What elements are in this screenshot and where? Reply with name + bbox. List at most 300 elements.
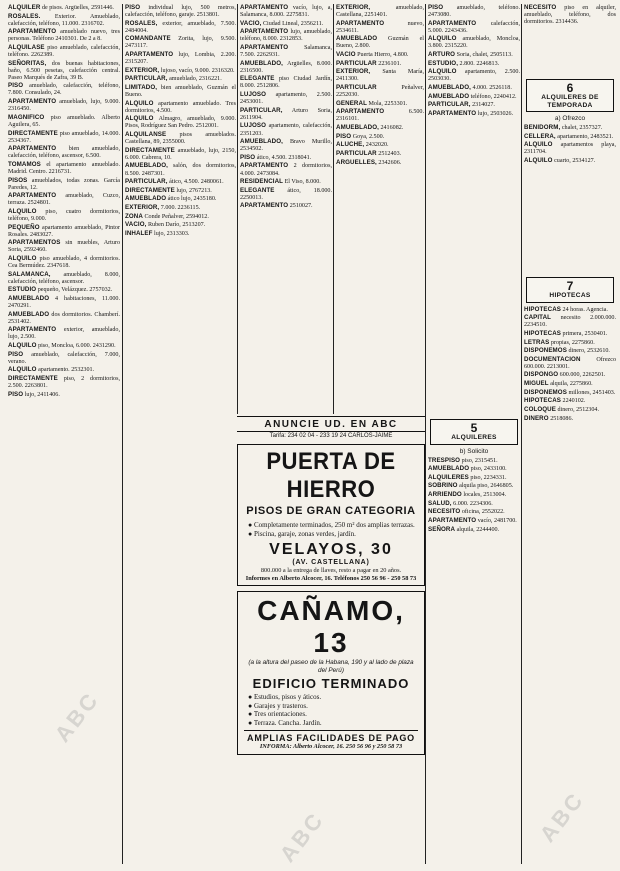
listing-text: dos dormitorios. Chamberí. 2531402. <box>8 311 120 325</box>
classified-listing <box>8 271 120 286</box>
classified-listing <box>524 389 616 397</box>
classified-listing <box>524 406 616 414</box>
listing-text: Zorita, lujo, 9.500. 2473117. <box>125 36 236 50</box>
listing-heading: NECESITO <box>428 508 461 516</box>
classified-listing <box>336 51 424 59</box>
listing-text: apartamento amueblado. Tres dormitorios, 4.500. <box>125 100 236 114</box>
listing-text: ático, 4.500. 2480061. <box>167 179 224 186</box>
classified-listing <box>125 67 236 75</box>
classified-listing <box>524 356 616 371</box>
listing-text: teléfono, 2240412. <box>469 93 517 100</box>
listing-heading: MAGNIFICO <box>8 113 45 121</box>
classified-listing <box>8 114 120 129</box>
listing-heading: EXTERIOR, <box>336 68 371 76</box>
classified-listing <box>125 100 236 115</box>
velayos-street: VELAYOS, 30 <box>269 541 393 559</box>
canamo-bullet: ● Estudios, pisos y áticos. <box>248 693 322 701</box>
listing-heading: DIRECTAMENTE <box>125 146 175 154</box>
listing-heading: AMUEBLADO, <box>336 124 379 132</box>
column-6-listings-top <box>524 4 616 76</box>
listing-text: apartamento, 2483521. <box>555 133 614 140</box>
listing-text: piso en alquiler, amueblado, teléfono, dos dormitorios. 2314436. <box>524 5 616 26</box>
listing-text: 2518086. <box>548 415 574 422</box>
canamo-bullet: ● Garajes y trasteros. <box>248 701 308 710</box>
classified-listing <box>428 110 520 118</box>
classified-listing <box>524 339 616 347</box>
classified-listing <box>8 208 120 223</box>
classified-listing <box>240 138 332 153</box>
listing-heading: PISO <box>336 132 352 140</box>
listing-text: Peñalver, 2252030. <box>336 85 424 99</box>
classified-listing <box>524 306 616 314</box>
classified-listing <box>524 380 616 388</box>
listing-text: amueblado, Castellana, 2251401. <box>336 5 424 19</box>
listing-heading: ALQUILO <box>8 366 37 374</box>
listing-text: amueblado, lujo, 2150, 6.000. Cabrera, 10. <box>125 147 236 161</box>
listing-heading: LUJOSO <box>240 91 267 99</box>
listing-heading: DOCUMENTACION <box>524 355 581 363</box>
classified-listing <box>8 177 120 192</box>
listing-heading: APARTAMENTO <box>336 19 385 27</box>
listing-heading: ALQUILO <box>8 342 37 350</box>
classified-listing <box>524 397 616 405</box>
classified-listing <box>125 20 236 35</box>
listing-text: necesito 2.000.000. 2234510. <box>524 315 616 329</box>
classified-listing <box>240 28 332 43</box>
classified-listing <box>336 4 424 19</box>
listing-heading: ALQUILERES <box>428 473 469 481</box>
classified-listing <box>336 108 424 123</box>
classified-listing <box>8 342 120 350</box>
listing-text: ático, 18.000. 2250013. <box>240 187 332 201</box>
listing-text: amueblado, Cuzco, terraza. 2524801. <box>8 193 120 207</box>
classified-listing <box>8 311 120 326</box>
listing-text: piso, cuatro dormitorios, teléfono, 9.000. <box>8 208 120 222</box>
listing-heading: APARTAMENTO <box>125 51 174 59</box>
listing-text: Almagro, amueblado, 9.000. Pisos, Rodríguez San Pedro. 2512001. <box>125 116 236 130</box>
listing-heading: ARTURO <box>428 51 456 59</box>
listing-text: amueblado, 2316221. <box>167 76 222 83</box>
listing-heading: PARTICULAR, <box>428 101 471 109</box>
classified-listing <box>428 20 520 35</box>
column-rule <box>333 4 334 414</box>
classified-listing <box>125 230 236 238</box>
listing-heading: ALQUILO <box>428 35 457 43</box>
classified-listing <box>428 526 520 534</box>
listing-heading: APARTAMENTO <box>240 4 289 11</box>
listing-heading: ALQUILASE <box>8 44 45 52</box>
listing-heading: PISO <box>8 390 24 398</box>
abc-watermark: ABC <box>49 686 105 747</box>
listing-text: El Viso, 8.000. <box>283 179 321 186</box>
classified-listing <box>8 161 120 176</box>
classified-listing <box>336 84 424 99</box>
classified-listing <box>336 150 424 158</box>
listing-heading: HIPOTECAS <box>524 397 561 405</box>
classified-listing <box>8 351 120 366</box>
section-title: ALQUILERES DE TEMPORADA <box>541 94 599 109</box>
classified-listing <box>8 28 120 43</box>
classified-listing <box>8 60 120 82</box>
listing-heading: ALQUILO <box>524 141 553 149</box>
classified-column-5 <box>428 4 520 864</box>
listing-heading: DIRECTAMENTE <box>8 375 58 383</box>
section-subtitle: a) Ofrezco <box>554 115 586 122</box>
listing-text: piso, Moncloa, 6.000. 2431290. <box>36 343 116 350</box>
classified-listing <box>524 330 616 338</box>
listing-text: Santa María, 2411300. <box>336 69 424 83</box>
classified-listing <box>125 51 236 66</box>
section-title: ALQUILERES <box>451 434 497 441</box>
listing-text: ático lujo, 2435180. <box>166 196 217 203</box>
classified-listing <box>524 4 616 26</box>
listing-heading: CAPITAL <box>524 314 552 322</box>
listing-heading: ROSALES. <box>8 12 41 20</box>
classified-listing <box>8 295 120 310</box>
listing-heading: EXTERIOR, <box>336 4 371 11</box>
classified-listing <box>125 162 236 177</box>
listing-heading: AMUEBLADO, <box>240 59 283 67</box>
abc-watermark: ABC <box>274 806 330 867</box>
classified-column-4 <box>336 4 424 414</box>
classified-listing <box>428 474 520 482</box>
classified-listing <box>428 457 520 465</box>
listing-text: lujo, amueblado, teléfono, 8.000. 2312853. <box>240 29 332 43</box>
listing-heading: BENIDORM, <box>524 124 561 132</box>
listing-heading: ROSALES, <box>125 19 158 27</box>
classified-listing <box>8 4 120 12</box>
listing-heading: AMUEBLADO <box>125 195 167 203</box>
classified-listing <box>125 221 236 229</box>
classified-listing <box>336 100 424 108</box>
listing-heading: LIMITADO, <box>125 84 158 92</box>
listing-text: Soria, chalet, 2505113. <box>455 52 513 59</box>
classified-listing <box>428 491 520 499</box>
classified-listing <box>240 107 332 122</box>
listing-heading: DISPONEMOS <box>524 388 567 396</box>
section-number: 5 <box>470 421 478 435</box>
classified-listing <box>428 517 520 525</box>
listing-heading: APARTAMENTO <box>8 192 57 200</box>
listing-heading: PISOS <box>8 176 28 184</box>
listing-text: amueblado, lujo, 9.000. 2316450. <box>8 99 120 113</box>
listing-heading: AMUEBLADO <box>8 310 50 318</box>
listing-text: 2342606. <box>376 159 402 166</box>
listing-heading: PEQUEÑO <box>8 223 40 231</box>
column-rule <box>237 4 238 414</box>
listing-text: nuevo, 2534611. <box>336 20 424 34</box>
listing-heading: ALUCHE, <box>336 141 365 149</box>
classified-listing <box>8 255 120 270</box>
classified-listing <box>428 93 520 101</box>
listing-heading: HIPOTECAS <box>524 305 561 313</box>
listing-heading: ALQUILO <box>8 207 37 215</box>
section-number: 7 <box>566 279 574 294</box>
listing-text: amueblado, Moncloa, 3.800. 2315220. <box>428 36 520 50</box>
listing-heading: APARTAMENTO <box>428 517 477 525</box>
listing-heading: AMUEBLADO, <box>125 162 168 170</box>
classified-listing <box>240 44 332 59</box>
puerta-ad-bullet: ● Completamente terminados, 250 m² dos amplias terrazas. <box>248 521 415 529</box>
listing-text: Argüelles, 8.000. 2316500. <box>240 60 332 74</box>
listing-text: 2314027. <box>470 102 495 109</box>
classified-listing <box>428 51 520 59</box>
classified-listing <box>524 347 616 355</box>
classified-listing <box>8 366 120 374</box>
listing-text: primera, 2530401. <box>561 330 608 337</box>
listing-heading: ESTUDIO <box>8 286 37 294</box>
section-subtitle: b) Solicito <box>459 447 489 455</box>
listing-heading: APARTAMENTO <box>428 109 477 117</box>
listing-heading: PISO <box>240 153 256 161</box>
listing-heading: SOBRINO <box>428 482 458 490</box>
listing-text: Exterior. Amueblado, calefacción, teléfono, 11.000. 2316702. <box>8 13 120 27</box>
classified-listing <box>240 4 332 19</box>
listing-heading: ARGUELLES, <box>336 158 377 166</box>
listing-text: amueblado nuevo, tres personas. Teléfono 2410301. De 2 a 8. <box>8 29 120 43</box>
classified-listing <box>524 157 616 165</box>
abc-ad-phones: Tarifa: 234 02 04 - 233 19 24 CARLOS-JAIME <box>269 433 393 439</box>
listing-heading: ALQUILO <box>428 68 457 76</box>
listing-heading: PISO <box>8 350 24 358</box>
listing-text: Arturo Soria, 2611904. <box>240 107 332 121</box>
classified-listing <box>125 115 236 130</box>
classified-column-2 <box>125 4 236 414</box>
classified-listing <box>524 371 616 379</box>
listing-text: apartamento. 2532301. <box>36 367 95 374</box>
listing-text: Ciudad Lineal, 2356211. <box>261 20 324 27</box>
classified-listing <box>8 145 120 160</box>
listing-heading: ALQUILO <box>125 99 154 107</box>
classified-listing <box>524 415 616 423</box>
puerta-ad-subtitle: PISOS DE GRAN CATEGORIA <box>246 505 416 517</box>
classified-listing <box>428 482 520 490</box>
listing-heading: APARTAMENTO <box>240 44 289 52</box>
listing-text: 2432020. <box>364 142 389 149</box>
classified-listing <box>8 375 120 390</box>
abc-watermark: ABC <box>534 786 590 847</box>
classified-listing <box>240 154 332 162</box>
listing-text: Guzmán el Bueno, 2.800. <box>336 36 424 50</box>
classified-listing <box>240 60 332 75</box>
section-header-6 <box>526 79 614 112</box>
abc-ad-banner: ANUNCIE UD. EN ABC <box>237 416 425 432</box>
listing-heading: MIGUEL <box>524 380 549 388</box>
listing-heading: SALAMANCA, <box>8 270 51 278</box>
listing-text: oficina, 2552022. <box>460 509 505 516</box>
canamo-bullet: ● Terraza. Cancha. Jardín. <box>248 718 322 727</box>
classified-listing <box>428 465 520 473</box>
classified-listing <box>336 141 424 149</box>
listing-heading: EXTERIOR, <box>125 204 160 212</box>
listing-heading: PISO <box>8 82 24 90</box>
listing-text: lujo, 2313303. <box>152 231 190 237</box>
listing-text: de pisos. Argüelles, 2591446. <box>40 5 114 11</box>
classified-listing <box>428 35 520 50</box>
listing-text: el apartamento amueblado. Madrid. Centro. 2216731. <box>8 161 120 175</box>
listing-text: apartamentos playa, 2311704. <box>524 142 616 156</box>
listing-text: lujo, 2503026. <box>476 110 514 117</box>
listing-heading: ZONA <box>125 212 143 220</box>
classified-listing <box>125 213 236 221</box>
listing-heading: NECESITO <box>524 4 557 11</box>
listing-heading: PARTICULAR, <box>240 106 283 114</box>
listing-heading: VACIO <box>336 51 356 59</box>
classified-listing <box>428 500 520 508</box>
listing-heading: PISO <box>125 4 141 11</box>
listing-heading: TRESPISO <box>428 456 461 464</box>
listing-text: alquila, 2244400. <box>455 526 500 533</box>
listing-text: 2416082. <box>378 125 404 132</box>
listing-text: piso, 2 dormitorios, 2.500. 2263801. <box>8 376 120 390</box>
listing-heading: VACIO, <box>240 19 262 27</box>
listing-heading: ELEGANTE <box>240 186 275 194</box>
classified-listing <box>524 124 616 132</box>
listing-text: cuarto, 2534127. <box>552 158 596 165</box>
classified-listing <box>240 178 332 186</box>
listing-heading: PARTICULAR <box>336 149 377 157</box>
column-5-listings-top <box>428 4 520 416</box>
listing-heading: AMUEBLADO, <box>240 138 283 146</box>
listing-text: ático, 4.500. 2318041. <box>255 154 312 161</box>
classified-listing <box>125 187 236 195</box>
listing-heading: APARTAMENTO <box>428 19 477 27</box>
listing-text: piso amueblado. Alberto Aguilera, 65. <box>8 114 120 128</box>
classified-listing <box>240 122 332 137</box>
canamo-informes: INFORMA: Alberto Alcocer, 16. 250 56 96 y 250 58 73 <box>259 743 403 751</box>
newspaper-classifieds-page <box>4 4 616 867</box>
column-6-listings-bottom <box>524 306 616 423</box>
listing-heading: DIRECTAMENTE <box>125 186 175 194</box>
classified-listing <box>336 133 424 141</box>
listing-text: salón, dos dormitorios, 8.500. 2487301. <box>125 163 236 177</box>
listing-heading: SALUD, <box>428 499 452 507</box>
classified-listing <box>428 101 520 109</box>
listing-text: piso amueblado, 4 dormitorios. Cea Bermúdez. 2347618. <box>8 256 120 270</box>
classified-listing <box>8 192 120 207</box>
classified-listing <box>8 98 120 113</box>
classified-listing <box>428 60 520 68</box>
listing-heading: APARTAMENTO <box>240 202 289 210</box>
listing-text: 2512403. <box>376 150 402 157</box>
classified-listing <box>428 68 520 83</box>
column-rule <box>122 4 123 864</box>
listing-heading: APARTAMENTO <box>240 28 289 36</box>
listing-text: 2236101. <box>376 60 402 67</box>
section-header-7 <box>526 277 614 303</box>
listing-text: piso, 2234331. <box>468 474 507 481</box>
listing-text: bien amueblado, Guzmán el Bueno. <box>125 85 236 99</box>
listing-heading: ALQUILANSE <box>125 131 167 139</box>
listing-heading: ALQUILER <box>8 4 41 11</box>
listing-text: piso amueblado, calefacción, teléfono. 2262389. <box>8 45 120 59</box>
classified-listing <box>8 326 120 341</box>
edificio-terminado: EDIFICIO TERMINADO <box>252 676 410 691</box>
classified-listing <box>428 84 520 92</box>
section-title: HIPOTECAS <box>549 292 591 300</box>
listing-heading: AMUEBLADO <box>8 295 50 303</box>
listing-text: apartamento, 2.500. 2453001. <box>240 92 332 106</box>
column-6-listings-middle <box>524 124 616 274</box>
classified-column-3 <box>240 4 332 414</box>
listing-text: Conde Peñalver, 2594012. <box>142 213 209 220</box>
listing-text: piso, 2315451. <box>460 457 498 464</box>
listing-text: propias, 2275860. <box>549 339 595 346</box>
listing-text: dinero, 2532610. <box>566 348 610 355</box>
listing-text: calefacción, 5.000. 2243436. <box>428 20 520 34</box>
classified-listing <box>524 141 616 156</box>
listing-text: Goya, 2.500. <box>351 133 385 140</box>
classified-listing <box>8 286 120 294</box>
listing-heading: APARTAMENTO <box>8 28 57 36</box>
velayos-address <box>244 541 418 566</box>
listing-text: piso, 2433100. <box>469 466 507 473</box>
listing-text: lujo, 2767213. <box>174 187 212 194</box>
listing-text: pisos amueblados. Castellana, 89, 2355000. <box>125 132 236 146</box>
classified-listing <box>336 68 424 83</box>
classified-listing <box>240 91 332 106</box>
listing-text: lujo, Lombia, 2.200. 2315207. <box>125 52 236 66</box>
listing-text: 4.000. 2526118. <box>470 85 512 92</box>
column-rule <box>521 4 522 864</box>
classified-listing <box>240 187 332 202</box>
canamo-title: CAÑAMO, 13 <box>257 595 405 659</box>
listing-text: 2510027. <box>288 203 313 210</box>
classified-listing <box>428 4 520 19</box>
listing-heading: ALQUILO <box>524 157 553 165</box>
listing-text: apartamento, 2.500. 2503030. <box>428 69 520 83</box>
classified-listing <box>336 60 424 68</box>
listing-heading: APARTAMENTOS <box>8 239 61 247</box>
velayos-info: Informes en Alberto Alcocer, 16. Teléfonos 250 56 96 - 250 58 73 <box>245 574 417 582</box>
listing-heading: AMUEBLADO <box>428 92 470 100</box>
listing-text: vacío, lujo, a, Salamanca, 8.000. 2275831. <box>240 5 332 19</box>
classified-listing <box>125 195 236 203</box>
listing-heading: DIRECTAMENTE <box>8 129 58 137</box>
listing-heading: LUJOSO <box>240 122 267 130</box>
classified-listing <box>240 202 332 210</box>
listing-text: 6.500. 2316101. <box>336 109 424 123</box>
column-5-listings-bottom <box>428 457 520 534</box>
classified-listing <box>125 4 236 19</box>
listing-heading: EXTERIOR, <box>125 66 160 74</box>
listing-text: Ruben Darío, 2513207. <box>146 222 206 229</box>
listing-text: piso Ciudad Jardín, 8.000. 2512806. <box>240 76 332 90</box>
listing-heading: AMUEBLADO <box>336 35 378 43</box>
classified-listing <box>8 44 120 59</box>
listing-heading: PARTICULAR, <box>125 75 168 83</box>
puerta-de-hierro-ad <box>237 444 425 586</box>
listing-text: sin muebles, Arturo Soria, 2592460. <box>8 240 120 254</box>
listing-text: dos buenas habitaciones, baño, 6.500 pesetas, calefacción central. Paseo Marqués de Zafra, 39 B. <box>8 60 120 81</box>
listing-text: Puerta Hierro, 4.800. <box>355 52 409 59</box>
canamo-ad <box>237 591 425 755</box>
listing-text: amueblado, teléfono. 2473080. <box>428 5 520 19</box>
listing-text: Salamanca, 7.500. 2262931. <box>240 45 332 59</box>
listing-text: apartamento, calefacción, 2351203. <box>240 123 332 137</box>
listing-text: apartamento amueblado, Pintor Rosales. 2483027. <box>8 224 120 238</box>
listing-text: pequeño, Velázquez. 2757032. <box>36 287 113 294</box>
classified-listing <box>336 159 424 167</box>
listing-text: amueblado, 8.000, calefacción, teléfono, ascensor. <box>8 271 120 285</box>
listing-heading: HIPOTECAS <box>524 329 561 337</box>
classified-listing <box>125 84 236 99</box>
listing-text: bien amueblado, calefacción, teléfono, ascensor, 6.500. <box>8 146 120 160</box>
listing-heading: TOMAMOS <box>8 160 41 168</box>
listing-text: lujoso, vacío, 9.000. 2316320. <box>159 67 235 74</box>
display-advertisements <box>237 416 425 866</box>
listing-text: alquila, 2275860. <box>548 381 593 388</box>
